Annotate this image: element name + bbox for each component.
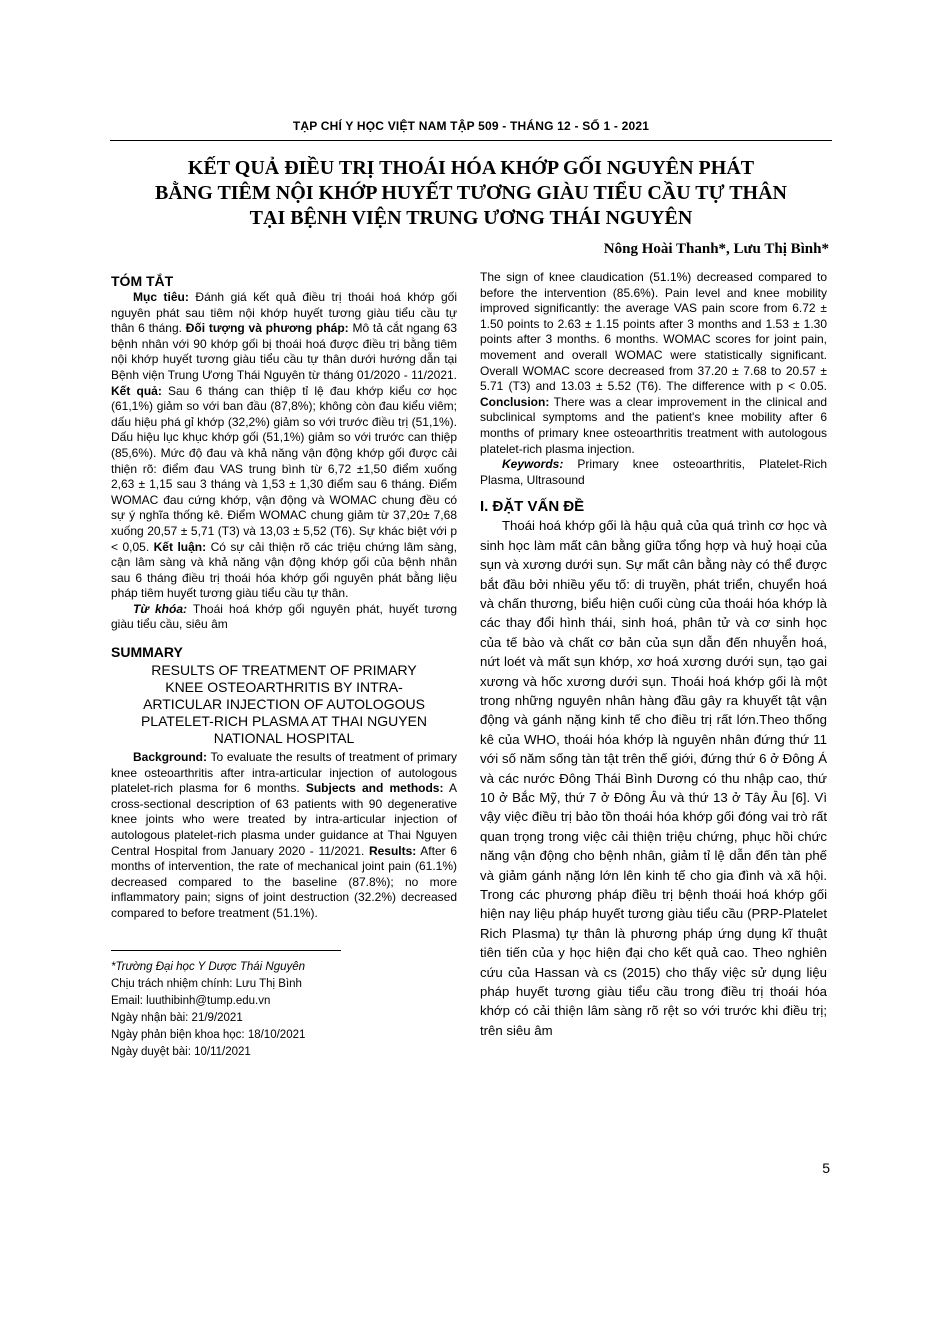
summary-title (111, 662, 457, 747)
keywords-vi (111, 602, 457, 633)
summary-body-continued (480, 270, 827, 457)
text-results: After 6 months of intervention, the rate of mechanical joint pain (61.1%) decreased compared to the baseline (87.8%); no more inflammatory pain; signs of joint destruction (32.2%) decreased compared to before treatment (51.1%). (111, 843, 457, 920)
left-column (111, 270, 457, 1061)
footnote-corresponding: Chịu trách nhiệm chính: Lưu Thị Bình (111, 977, 302, 990)
label-conclusion: Conclusion: (480, 394, 550, 409)
article-title (110, 156, 832, 231)
footnote-accepted: Ngày duyệt bài: 10/11/2021 (111, 1045, 251, 1058)
section-1-body: Thoái hoá khớp gối là hậu quả của quá trình cơ học và sinh học làm mất cân bằng giữa tổng hợp và huỷ hoại của sụn và xương dưới sụn. Sự mất cân bằng này có thể được bắt đầu bởi nhiều yếu tố: di truyền, phát triển, chuyển hoá và chấn thương, biểu hiện cuối cùng của thoái hóa khớp là các thay đổi hình thái, sinh hoá, phân tử và cơ sinh học của tế bào và chất cơ bản của sụn dẫn đến nhuyễn hoá, nứt loét và mất sụn khớp, xơ hoá xương dưới sụn, tạo gai xương và hốc xương dưới sụn. Thoái hoá khớp gối là một trong những nguyên nhân hàng đầu gây ra khuyết tật vận động và gánh nặng kinh tế cho điều trị rất lớn.Theo thống kê của WHO, thoái hóa khớp là nguyên nhân đứng thứ 11 với số năm sống tàn tật trên thế giới, đứng thứ 6 ở Đông Á và các nước Đông Thái Bình Dương có thu nhập cao, thứ 10 ở Bắc Mỹ, thứ 7 ở Đông Âu và thứ 13 ở Tây Âu [6]. Vì vậy việc điều trị bảo tồn thoái hóa khớp gối đóng vai trò rất quan trọng trong việc cải thiện triệu chứng, phục hồi chức năng vận động cho bệnh nhân, giảm tỉ lệ dẫn đến tàn phế và giảm gánh nặng lớn lên kinh tế cho gia đình và xã hội. Trong các phương pháp điều trị bệnh thoái hoá khớp gối hiện nay liệu pháp huyết tương giàu tiểu cầu (PRP-Platelet Rich Plasma) tự thân là phương pháp ứng dụng kĩ thuật tiên tiến của y học hiện đại cho kết quả cao. Theo nghiên cứu của Hassan và cs (2015) cho thấy việc sử dụng liệu pháp huyết tương giàu tiểu cầu trong điều trị thoái hóa khớp có cải thiện lâm sàng rõ rệt so với trước khi điều trị; trên siêu âm (480, 518, 827, 1038)
section-1-heading: I. ĐẶT VẤN ĐỀ (480, 498, 585, 516)
summary-title-line: ARTICULAR INJECTION OF AUTOLOGOUS (143, 696, 425, 713)
text-doi-tuong: Mô tả cắt ngang 63 bệnh nhân với 90 khớp gối bị thoái hoá được điều trị bằng tiêm nội khớp huyết tương giàu tiểu cầu tự thân dưới hướng dẫn tại Bệnh viện Trung Ương Thái Nguyên từ tháng 01/2020 - 11/2021. (111, 321, 457, 382)
label-ket-luan: Kết luận: (153, 539, 207, 554)
footnote-rule (111, 950, 341, 951)
page-number: 5 (822, 1160, 830, 1176)
text-conclusion: There was a clear improvement in the clinical and subclinical symptoms and the patient's knee mobility after 6 months of primary knee osteoarthritis treatment with autologous platelet-rich plasma injection. (480, 394, 827, 456)
text-background: To evaluate the results of treatment of primary knee osteoarthritis after intra-articular injection of autologous platelet-rich plasma for 6 months. (111, 750, 457, 796)
abstract-vi-heading: TÓM TẮT (111, 273, 174, 289)
authors: Nông Hoài Thanh*, Lưu Thị Bình* (603, 241, 829, 257)
footnote-email: Email: luuthibinh@tump.edu.vn (111, 994, 271, 1007)
footnote-received: Ngày nhận bài: 21/9/2021 (111, 1011, 243, 1024)
label-results: Results: (368, 843, 417, 858)
title-line: KẾT QUẢ ĐIỀU TRỊ THOÁI HÓA KHỚP GỐI NGUYÊN PHÁT (187, 157, 755, 179)
keywords-en (480, 457, 827, 488)
summary-title-line: RESULTS OF TREATMENT OF PRIMARY (151, 662, 417, 679)
label-subjects: Subjects and methods: (305, 781, 444, 796)
journal-header: TẠP CHÍ Y HỌC VIỆT NAM TẬP 509 - THÁNG 12 - SỐ 1 - 2021 (292, 119, 650, 133)
text-ket-qua: Sau 6 tháng can thiệp tỉ lệ đau khớp kiểu cơ học (61,1%) giảm so với ban đầu (87,8%); không còn đau kiểu viêm; dấu hiệu phá gỉ khớp (32,2%) giảm so với trước điều trị (51,1%). Dấu hiệu lục khục khớp gối (51,1%) giảm so với trước can thiệp (85,6%). Mức độ đau và khả năng vận động khớp gối được cải thiện rõ: điểm đau VAS trung bình từ 6,72 ±1,50 điểm xuống 2,63 ± 1,15 sau 3 tháng và 1,53 ± 1,30 điểm sau 6 tháng. Điểm WOMAC đau cứng khớp, vận động và WOMAC chung đều có sự ý nghĩa thống kê. Điểm WOMAC chung giảm từ 37,20± 7,68 xuống 20,57 ± 5,71 (T3) và 13,03 ± 5,52 (T6). Sự khác biệt với p < 0,05. (111, 383, 457, 554)
label-keywords: Keywords: (502, 457, 564, 472)
footnote-reviewed: Ngày phản biện khoa học: 18/10/2021 (111, 1028, 306, 1041)
text-results-continued: The sign of knee claudication (51.1%) decreased compared to before the intervention (85.6%). Pain level and knee mobility improved significantly: the average VAS pain score from 6.72 ± 1.50 points to 2.63 ± 1.15 points after 3 months and 1.53 ± 1.30 points after 3 months. 6 months. WOMAC scores for joint pain, movement and overall WOMAC were statistically significant. Overall WOMAC score decreased from 37.20 ± 7.68 to 20.57 ± 5.71 (T3) and 13.03 ± 5.52 (T6). The difference with p < 0.05. (480, 270, 827, 394)
text-subjects: A cross-sectional description of 63 patients with 90 degenerative knee joints who were treated by intra-articular injection of autologous platelet-rich plasma under guidance at Thai Nguyen Central Hospital from January 2020 - 11/2021. (111, 781, 457, 858)
label-muc-tieu: Mục tiêu: (133, 290, 189, 304)
label-tu-khoa: Từ khóa: (133, 601, 188, 616)
header-rule (110, 140, 832, 141)
label-background: Background: (133, 750, 208, 765)
text-muc-tieu: Đánh giá kết quả điều trị thoái hoá khớp gối nguyên phát sau tiêm nội khớp huyết tương giàu tiểu cầu tự thân 6 tháng. (111, 290, 457, 336)
label-doi-tuong: Đối tượng và phương pháp: (185, 321, 349, 336)
label-ket-qua: Kết quả: (111, 383, 162, 398)
summary-title-line: KNEE OSTEOARTHRITIS BY INTRA- (165, 679, 403, 696)
title-line: TẠI BỆNH VIỆN TRUNG ƯƠNG THÁI NGUYÊN (249, 207, 693, 229)
summary-body (111, 750, 457, 922)
text-keywords: Primary knee osteoarthritis, Platelet-Rich Plasma, Ultrasound (480, 457, 827, 487)
title-line: BẰNG TIÊM NỘI KHỚP HUYẾT TƯƠNG GIÀU TIỂU CẦU TỰ THÂN (155, 182, 787, 204)
abstract-vi-body (111, 290, 457, 602)
right-column (480, 270, 827, 1040)
text-ket-luan: Có sự cải thiện rõ các triệu chứng lâm sàng, cận lâm sàng và khả năng vận động khớp gối của bệnh nhân sau 6 tháng điều trị thoái hóa khớp gối nguyên phát bằng liệu pháp tiêm huyết tương giàu tiểu cầu tự thân. (111, 539, 457, 601)
footnote (111, 959, 457, 1061)
text-tu-khoa: Thoái hoá khớp gối nguyên phát, huyết tương giàu tiểu cầu, siêu âm (111, 601, 457, 632)
summary-heading: SUMMARY (111, 644, 183, 661)
summary-title-line: PLATELET-RICH PLASMA AT THAI NGUYEN (140, 713, 428, 730)
footnote-affiliation: *Trường Đại học Y Dược Thái Nguyên (111, 960, 306, 973)
summary-title-line: NATIONAL HOSPITAL (213, 730, 355, 747)
